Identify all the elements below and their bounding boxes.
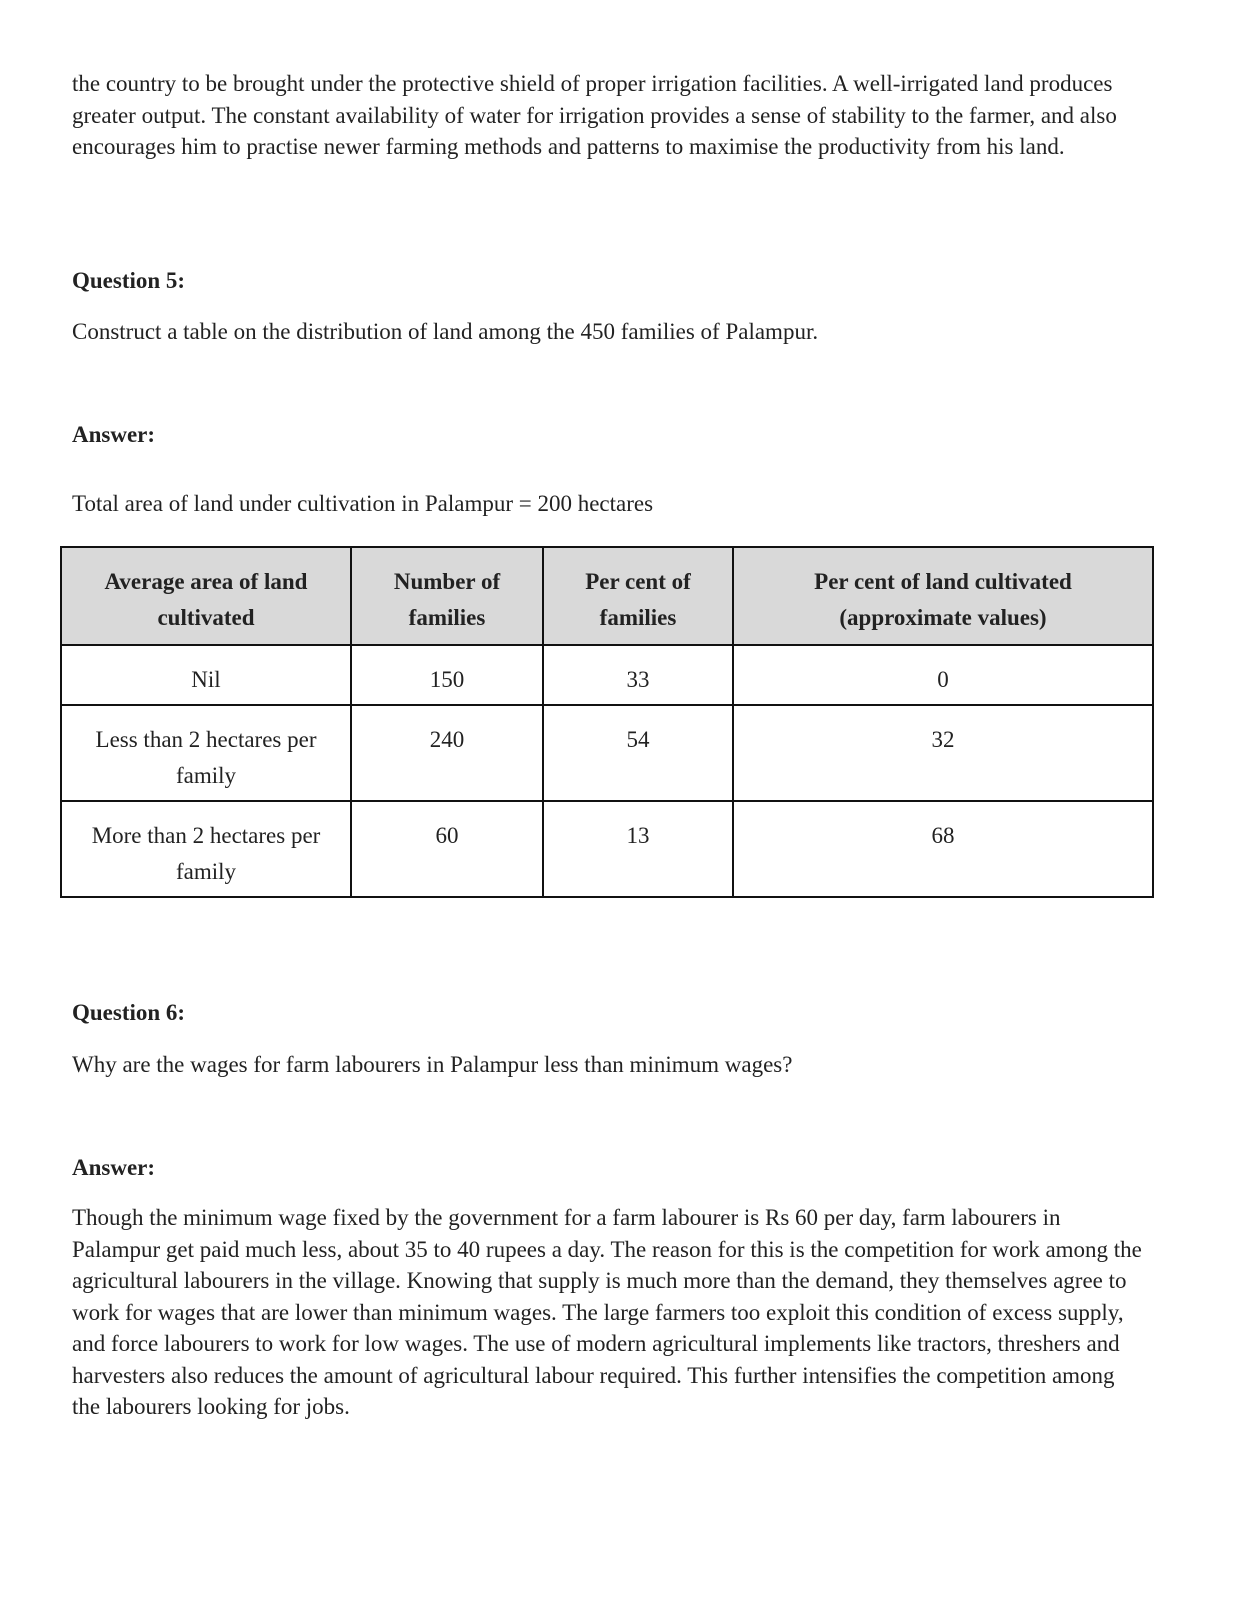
question-5-text: Construct a table on the distribution of land among the 450 families of Palampur. xyxy=(72,319,819,344)
table-row xyxy=(61,801,1153,897)
cell-area: More than 2 hectares per family xyxy=(61,801,351,897)
question-6-heading: Question 6: xyxy=(72,1000,186,1025)
land-distribution-table xyxy=(60,546,1154,898)
cell-percent-families: 13 xyxy=(543,801,733,897)
question-5-heading: Question 5: xyxy=(72,268,186,293)
cell-area: Nil xyxy=(61,645,351,705)
cell-families: 150 xyxy=(351,645,543,705)
header-number-of-families: Number of families xyxy=(351,547,543,645)
cell-percent-land: 32 xyxy=(733,705,1153,801)
header-average-area: Average area of land cultivated xyxy=(61,547,351,645)
cell-families: 60 xyxy=(351,801,543,897)
total-area-line: Total area of land under cultivation in Palampur = 200 hectares xyxy=(72,491,654,516)
header-percent-families: Per cent of families xyxy=(543,547,733,645)
table-row xyxy=(61,705,1153,801)
table-header-row xyxy=(61,547,1153,645)
cell-percent-land: 0 xyxy=(733,645,1153,705)
cell-percent-families: 33 xyxy=(543,645,733,705)
question-6-text: Why are the wages for farm labourers in Palampur less than minimum wages? xyxy=(72,1052,793,1077)
answer-6-heading: Answer: xyxy=(72,1155,156,1180)
table-row xyxy=(61,645,1153,705)
cell-area: Less than 2 hectares per family xyxy=(61,705,351,801)
cell-percent-land: 68 xyxy=(733,801,1153,897)
answer-5-heading: Answer: xyxy=(72,422,156,447)
cell-families: 240 xyxy=(351,705,543,801)
header-percent-land: Per cent of land cultivated (approximate values) xyxy=(733,547,1153,645)
cell-percent-families: 54 xyxy=(543,705,733,801)
answer-6-text: Though the minimum wage fixed by the government for a farm labourer is Rs 60 per day, farm labourers in Palampur get paid much less, about 35 to 40 rupees a day. The reason for this is the competition for work among the agricultural labourers in the village. Knowing that supply is much more than the demand, they themselves agree to work for wages that are lower than minimum wages. The large farmers too exploit this condition of excess supply, and force labourers to work for low wages. The use of modern agricultural implements like tractors, threshers and harvesters also reduces the amount of agricultural labour required. This further intensifies the competition among the labourers looking for jobs. xyxy=(72,1205,1142,1419)
intro-paragraph: the country to be brought under the protective shield of proper irrigation facilities. A well-irrigated land produces greater output. The constant availability of water for irrigation provides a sense of stability to the farmer, and also encourages him to practise newer farming methods and patterns to maximise the productivity from his land. xyxy=(72,71,1117,159)
